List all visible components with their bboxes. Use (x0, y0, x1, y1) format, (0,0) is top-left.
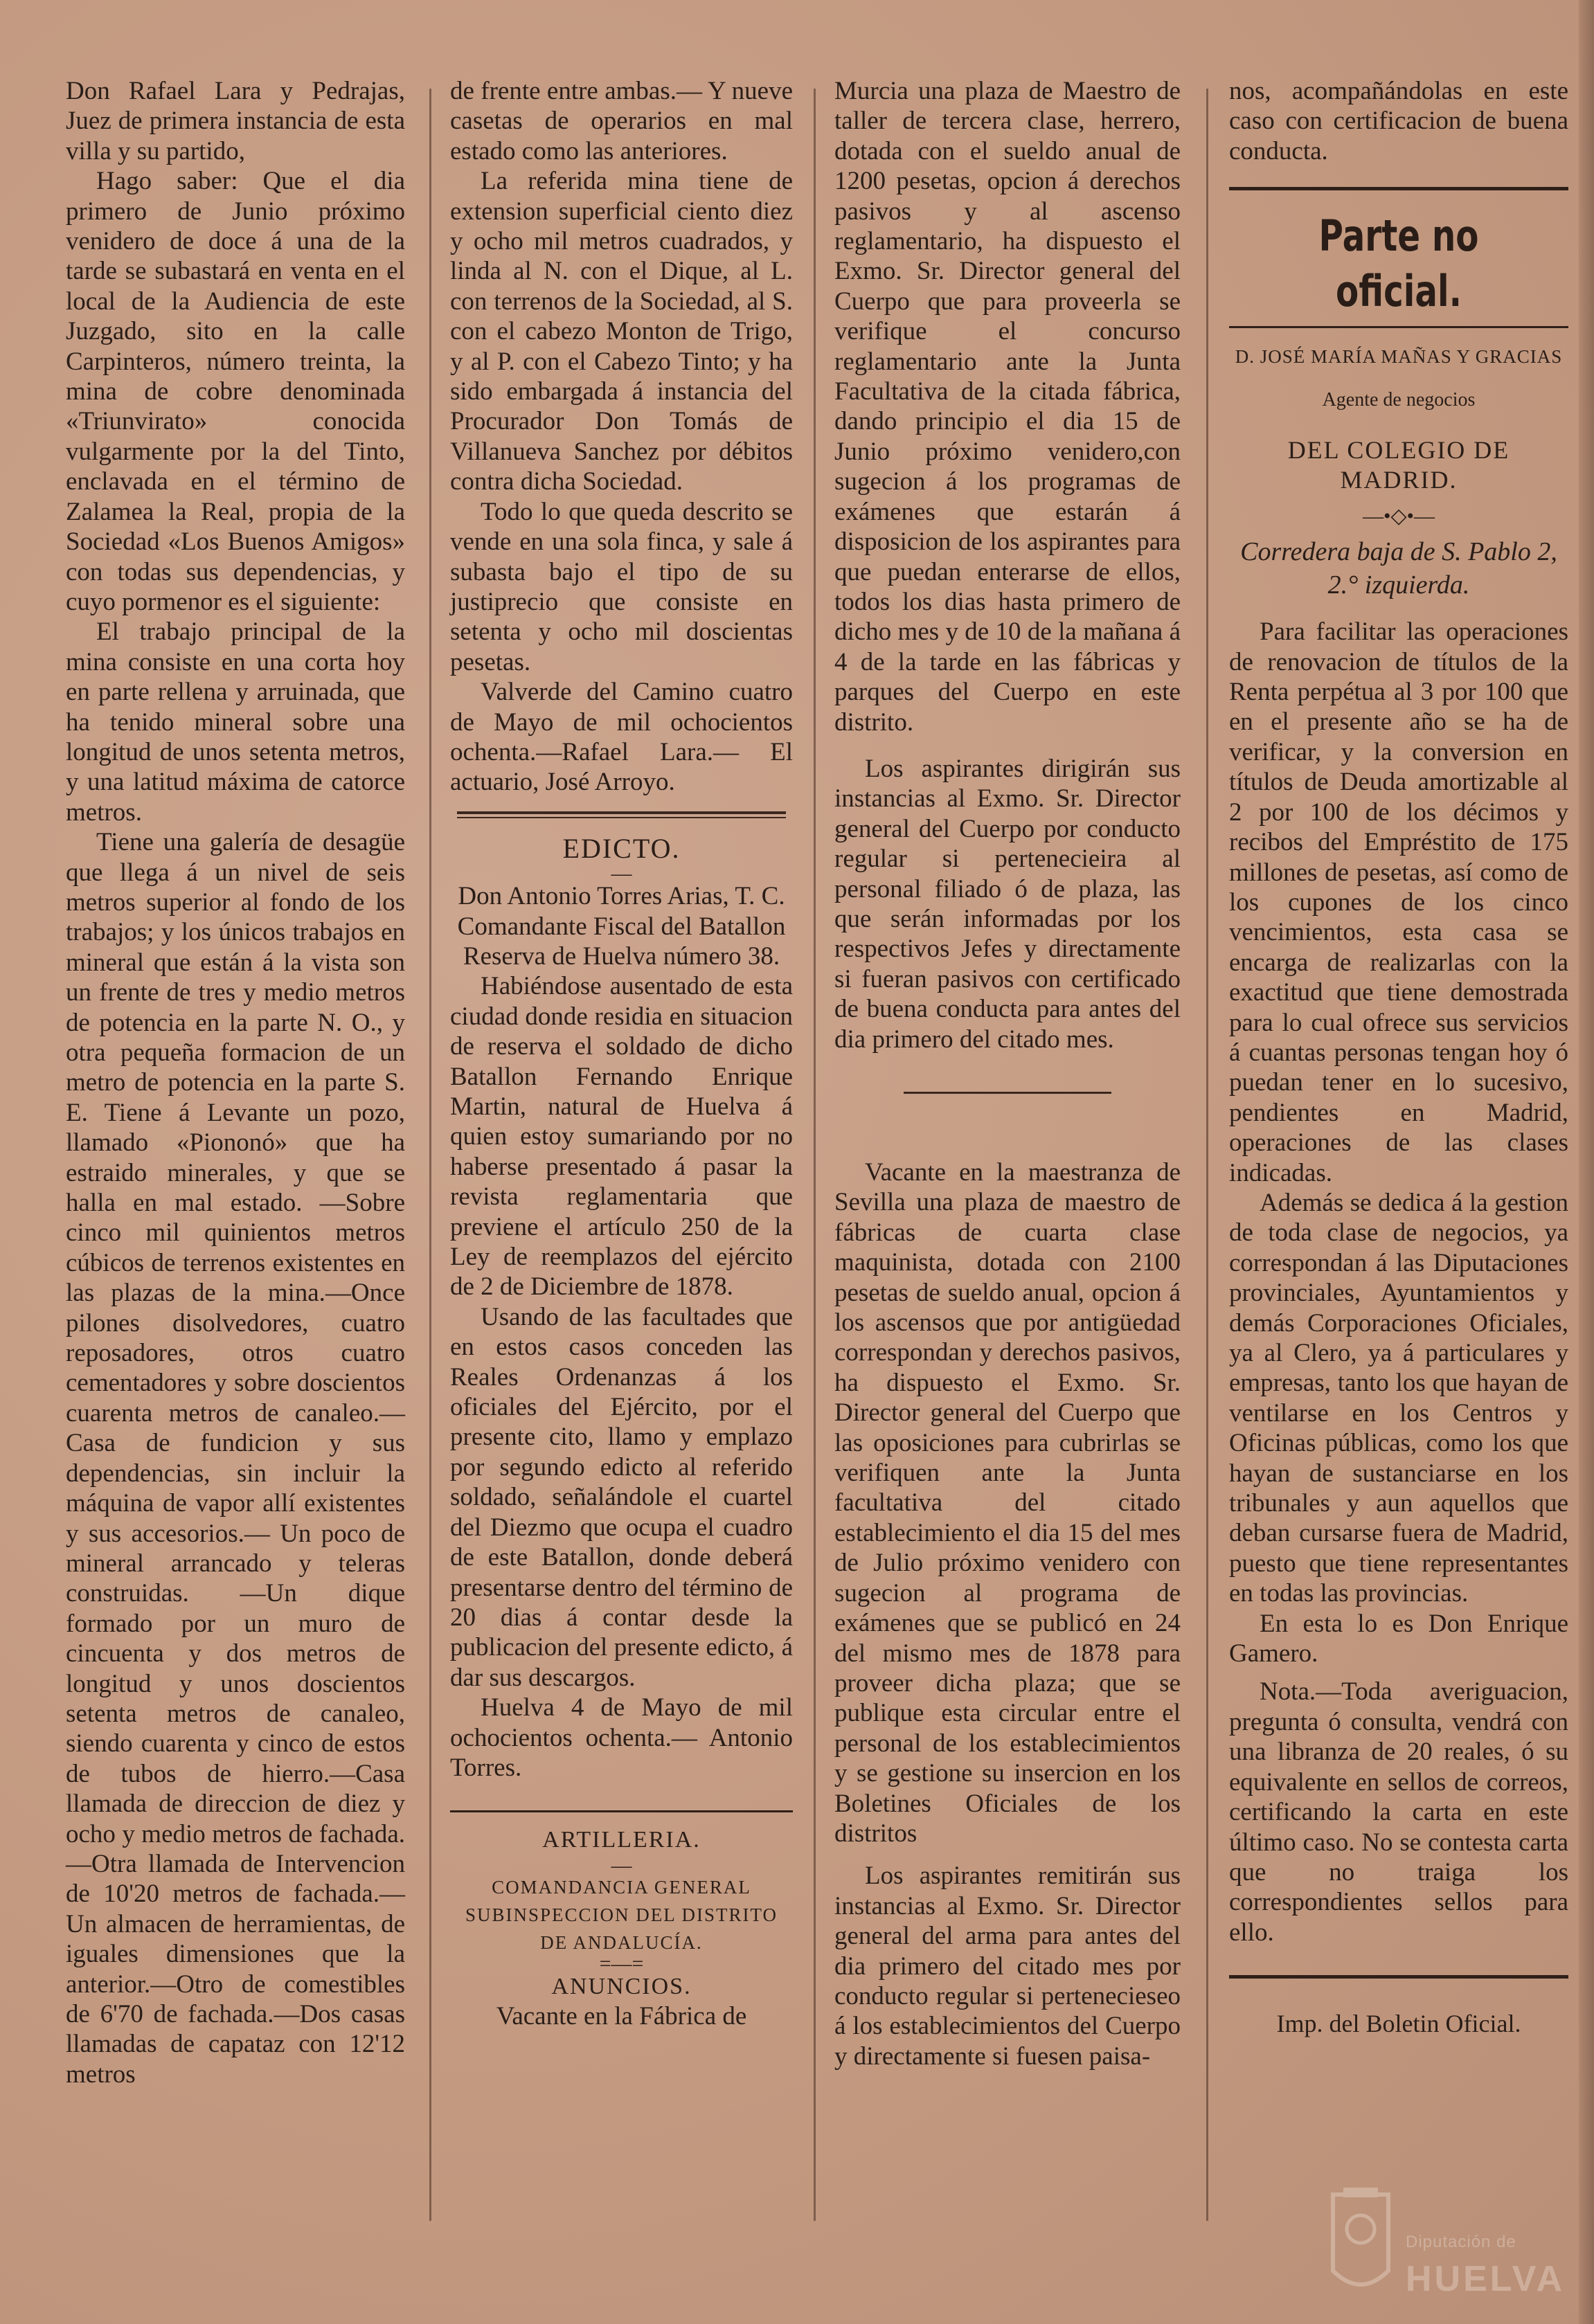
ornament-divider: —•◇•— (1362, 504, 1435, 528)
agent-business: Además se dedica á la gestion de toda clase de negocios, ya correspondan á las Diputaciones provinciales, Ayuntamientos y demás Corporaciones Oficiales, ya al Clero, ya á particulares y empresas, tanto los que hayan de ventilarse en los Centros y Oficinas públicas, como los que hayan de sustanciarse en los tribunales y aun aquellos que deban cursarse fuera de Madrid, puesto que tiene representantes en todas las provincias. (1229, 1188, 1568, 1608)
murcia-applications: Los aspirantes dirigirán sus instancias al Exmo. Sr. Director general del Cuerpo por conducto regular si pertenecieira al personal filiado ó de plaza, las que serán informadas por los respectivos Jefes y directamente si fueran pasivos con certificado de buena conducta para antes del dia primero del citado mes. (834, 754, 1181, 1054)
section-divider (1229, 326, 1568, 328)
artilleria-title: ARTILLERIA. (542, 1827, 701, 1853)
mine-description: El trabajo principal de la mina consiste en una corta hoy en parte rellena y arruinada, que ha tenido mineral sobre una longitud de unos setenta metros, y una latitud máxima de catorce metros. (66, 618, 405, 827)
seal-title: HUELVA (1406, 2259, 1566, 2299)
section-divider (1229, 1975, 1568, 1979)
mine-boundaries: La referida mina tiene de extension superficial ciento diez y ocho mil metros cuadrados, y linda al N. con el Dique, al L. con terrenos de la Sociedad, al S. con el cabezo Monton de Trigo, y al P. con el Cabezo Tinto; y ha sido embargada á instancia del Procurador Don Tomás de Villanueva Sanchez por débitos contra dicha Sociedad. (450, 167, 793, 496)
column-3 (834, 76, 1181, 2071)
agent-college: DEL COLEGIO DE MADRID. (1287, 436, 1510, 494)
edicto-summons: Usando de las facultades que en estos casos conceden las Reales Ordenanzas á los oficiales del Ejército, por el presente cito, llamo y emplazo por segundo edicto al referido soldado, señalándole el cuartel del Diezmo que ocupa el cuadro de este Batallon, donde deberá presentarse dentro del término de 20 dias á contar desde la publicacion del presente edicto, á dar sus descargos. (450, 1302, 793, 1692)
edicto-signature: Huelva 4 de Mayo de mil ochocientos ochenta.— Antonio Torres. (450, 1693, 793, 1782)
column-rule-3 (1206, 89, 1208, 2221)
section-divider (1229, 187, 1568, 190)
printer-imprint: Imp. del Boletin Oficial. (1276, 2010, 1521, 2038)
judge-heading: Don Rafael Lara y Pedrajas, Juez de primera instancia de esta villa y su partido, (66, 77, 405, 165)
edicto-body: Habiéndose ausentado de esta ciudad donde residia en situacion de reserva el soldado de dicho Batallon Fernando Enrique Martin, natural de Huelva á quien estoy sumariando por no haberse presentado á pasar la revista reglamentaria que previene el artículo 250 de la Ley de reemplazos del ejército de 2 de Diciembre de 1878. (450, 972, 793, 1301)
double-dash-divider: =—= (599, 1952, 644, 1975)
agent-services: Para facilitar las operaciones de renovacion de títulos de la Renta perpétua al 3 por 100 que en el presente año se ha de verificar, y la conversion en títulos de Deuda amortizable al 2 por 100 de los décimos y recibos del Empréstito de 175 millones de pesetas, así como de los cupones de los cinco vencimientos, esta casa se encarga de realizarlas con la exactitud que tiene demostrada para lo cual ofrece sus servicios á cuantas personas tengan hoy ó puedan tener en lo sucesivo, pendientes en Madrid, operaciones de las clases indicadas. (1229, 618, 1568, 1187)
page-edge-shadow (1579, 0, 1594, 2324)
sevilla-vacancy: Vacante en la maestranza de Sevilla una plaza de maestro de fábricas de cuarta clase maquinista, dotada con 2100 pesetas de sueldo anual, opcion á los ascensos que por antigüedad correspondan y derechos pasivos, ha dispuesto el Exmo. Sr. Director general del Cuerpo que las oposiciones para cubrirlas se verifiquen ante la Junta facultativa del citado establecimiento el dia 15 del mes de Julio próximo venidero con sugecion al programa de exámenes que se publicó en 24 del mismo mes de 1878 para proveer dicha plaza; que se publique esta circular entre el personal de los establecimientos y se gestione su insercion en los Boletines Oficiales de los distritos (834, 1158, 1181, 1848)
col4-intro: nos, acompañándolas en este caso con certificacion de buena conducta. (1229, 77, 1568, 165)
sale-terms: Todo lo que queda descrito se vende en una sola finca, y sale á subasta bajo el tipo de su justiprecio que consiste en setenta y ocho mil doscientas pesetas. (450, 497, 793, 676)
address-line-1: Corredera baja de S. Pablo 2, (1240, 537, 1557, 567)
column-rule-1 (429, 89, 431, 2221)
section-divider (450, 1810, 793, 1812)
dash-divider: — (611, 1853, 632, 1877)
column-4 (1229, 76, 1568, 2039)
auction-continued: de frente entre ambas.— Y nueve casetas de operarios en mal estado como las anteriores. (450, 77, 793, 165)
anuncios-title: ANUNCIOS. (551, 1973, 692, 1999)
column-2 (450, 76, 793, 2032)
anuncio-start: Vacante en la Fábrica de (496, 2002, 747, 2031)
auction-notice: Hago saber: Que el dia primero de Junio próximo venidero de doce á una de la tarde se subastará en venta en el local de la Audiencia de este Juzgado, sito en la calle Carpinteros, número treinta, la mina de cobre denominada «Triunvirato» conocida vulgarmente por la del Tinto, enclavada en el término de Zalamea la Real, propia de la Sociedad «Los Buenos Amigos» con todas sus dependencias, y cuyo pormenor es el siguiente: (66, 167, 405, 616)
dash-divider: — (611, 862, 632, 885)
agent-name: D. JOSÉ MARÍA MAÑAS Y GRACIAS (1235, 346, 1563, 368)
local-representative: En esta lo es Don Enrique Gamero. (1229, 1609, 1568, 1668)
mine-inventory: Tiene una galería de desagüe que llega á un nivel de seis metros superior al fondo de los trabajos; y los únicos trabajos en mineral que están á la vista son un frente de tres y medio metros de potencia en la parte N. O., y otra pequeña formacion de un metro de potencia en la parte S. E. Tiene á Levante un pozo, llamado «Piononó» que ha estraido minerales, y que se halla en mal estado. —Sobre cinco mil quinientos metros cúbicos de terrenos existentes en las plazas de la mina.—Once pilones disolvedores, cuatro reposadores, otros cuatro cementadores y sobre doscientos cuarenta metros de canaleo.— Casa de fundicion y sus dependencias, sin incluir la máquina de vapor allí existentes y sus accesorios.— Un poco de mineral arrancado y teleras construidas. —Un dique formado por un muro de cincuenta y dos metros de longitud y unos doscientos setenta metros de canaleo, siendo cuarenta y cinco de estos de tubos de hierro.—Casa llamada de direccion de diez y ocho y medio metros de fachada.—Otra llamada de Intervencion de 10'20 metros de fachada.— Un almacen de herramientas, de iguales dimensiones que la anterior.—Otro de comestibles de 6'70 de fachada.—Dos casas llamadas de capataz con 12'12 metros (66, 828, 405, 2089)
auction-signature: Valverde del Camino cuatro de Mayo de mil ochocientos ochenta.—Rafael Lara.— El actuario, José Arroyo. (450, 678, 793, 797)
comandancia-heading: COMANDANCIA GENERAL SUBINSPECCION DEL DISTRITO DE ANDALUCÍA. (465, 1876, 778, 1953)
edicto-officer: Don Antonio Torres Arias, T. C. Comandante Fiscal del Batallon Reserva de Huelva número 38. (457, 882, 786, 971)
section-divider (904, 1092, 1111, 1094)
archive-seal (1319, 2181, 1566, 2312)
column-1 (66, 76, 405, 2089)
seal-text: Diputación de (1406, 2233, 1516, 2251)
address-line-2: 2.° izquierda. (1327, 570, 1470, 600)
section-divider (457, 811, 786, 818)
edicto-title: EDICTO. (562, 832, 681, 864)
murcia-vacancy: Murcia una plaza de Maestro de taller de tercera clase, herrero, dotada con el sueldo anual de 1200 pesetas, opcion á derechos pasivos y al ascenso reglamentario, ha dispuesto el Exmo. Sr. Director general del Cuerpo que para proveerla se verifique el concurso reglamentario ante la Junta Facultativa de la citada fábrica, dando principio el dia 15 de Junio próximo venidero,con sugecion á los programas de exámenes que estarán á disposicion de los aspirantes para que puedan enterarse de ellos, todos los dias hasta primero de dicho mes y de 10 de la mañana á 4 de la tarde en las fábricas y parques del Cuerpo en este distrito. (834, 77, 1181, 737)
column-rule-2 (814, 89, 816, 2221)
section-title: Parte no oficial. (1318, 210, 1479, 317)
sevilla-applications: Los aspirantes remitirán sus instancias al Exmo. Sr. Director general del arma para antes del dia primero del citado mes por conducto regular si pertenecieseo á los establecimientos del Cuerpo y directamente si fuesen paisa- (834, 1862, 1181, 2071)
agent-role: Agente de negocios (1322, 388, 1476, 411)
agent-note: Nota.—Toda averiguacion, pregunta ó consulta, vendrá con una libranza de 20 reales, ó su equivalente en sellos de correos, certificando la carta en este último caso. No se contesta carta que no traiga los correspondientes sellos para ello. (1229, 1677, 1568, 1947)
